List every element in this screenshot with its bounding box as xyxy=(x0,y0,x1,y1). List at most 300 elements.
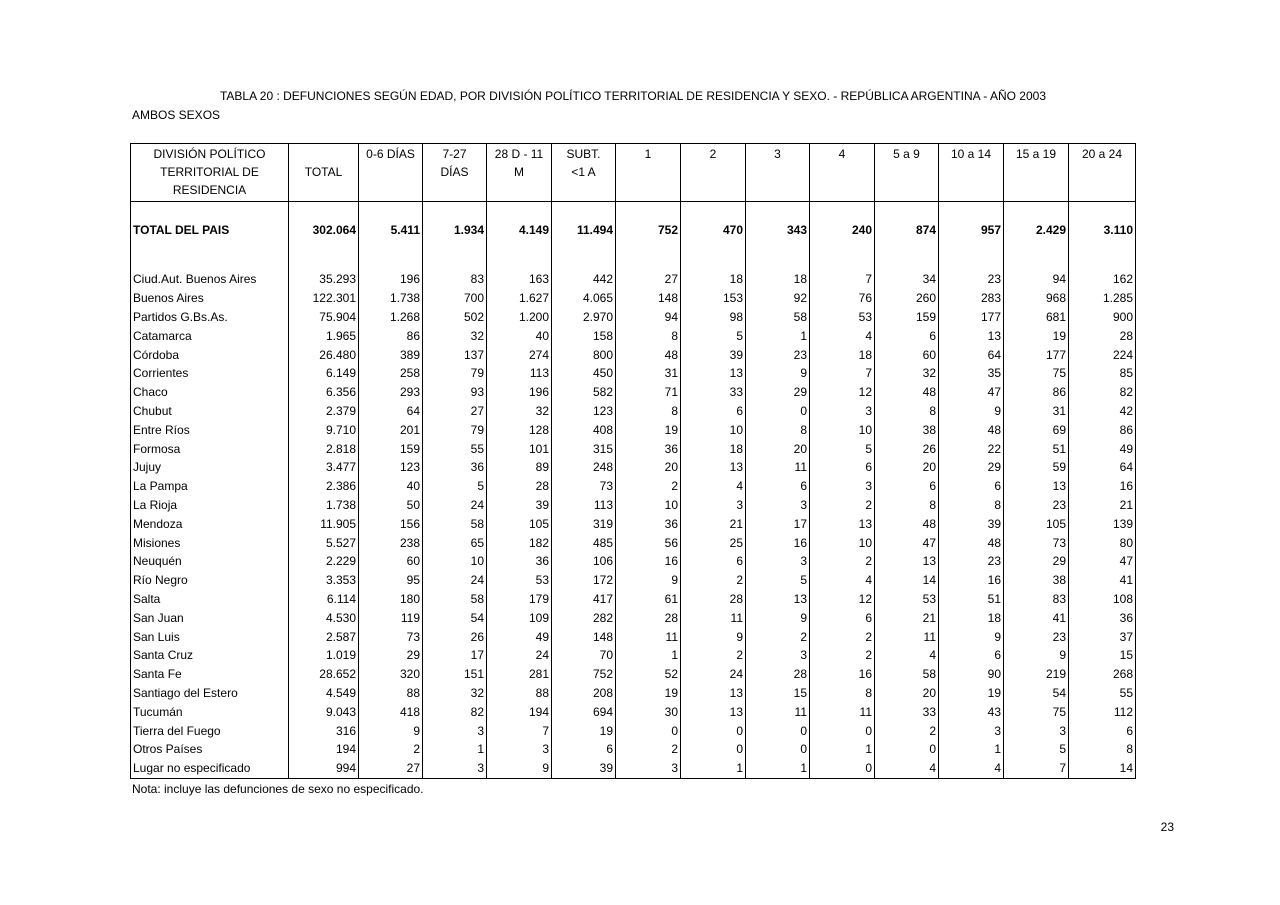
table-cell: 13 xyxy=(681,458,746,477)
table-cell: 8 xyxy=(746,420,810,439)
table-cell: 83 xyxy=(1004,590,1069,609)
table-cell: 59 xyxy=(1004,458,1069,477)
table-cell: 29 xyxy=(1004,552,1069,571)
table-cell: 29 xyxy=(746,383,810,402)
table-cell: 24 xyxy=(423,571,487,590)
table-cell: 1.965 xyxy=(289,326,359,345)
table-cell: 2.429 xyxy=(1004,202,1069,267)
table-row xyxy=(131,345,1136,364)
table-cell: 76 xyxy=(810,289,875,308)
table-cell: 2 xyxy=(810,627,875,646)
table-cell: 7 xyxy=(1004,759,1069,778)
table-cell: 28 xyxy=(746,665,810,684)
data-table xyxy=(130,143,1136,779)
table-cell: 10 xyxy=(616,496,681,515)
table-cell: 51 xyxy=(1004,439,1069,458)
table-cell: 30 xyxy=(616,702,681,721)
table-cell: 1.738 xyxy=(359,289,423,308)
table-cell: 5 xyxy=(681,326,746,345)
table-row xyxy=(131,590,1136,609)
table-cell: 35.293 xyxy=(289,266,359,289)
table-cell: 85 xyxy=(1119,366,1133,381)
table-cell: 2.970 xyxy=(552,308,616,327)
table-cell: 16 xyxy=(616,552,681,571)
table-cell: 12 xyxy=(810,383,875,402)
table-cell: 3.353 xyxy=(289,571,359,590)
table-cell: 9 xyxy=(746,364,810,383)
table-cell: 20 xyxy=(616,458,681,477)
table-cell: 5 xyxy=(423,477,487,496)
table-cell: 320 xyxy=(359,665,423,684)
table-cell: 10 xyxy=(681,420,746,439)
table-cell: 957 xyxy=(939,202,1004,267)
table-cell: 6 xyxy=(875,326,939,345)
table-cell: 417 xyxy=(552,590,616,609)
table-row xyxy=(131,702,1136,721)
table-cell: 6 xyxy=(810,608,875,627)
table-cell: 83 xyxy=(423,266,487,289)
table-cell: 319 xyxy=(552,514,616,533)
table-cell: 3 xyxy=(939,721,1004,740)
table-cell: 48 xyxy=(939,420,1004,439)
table-cell: 752 xyxy=(616,202,681,267)
table-cell: 4 xyxy=(875,646,939,665)
table-cell: 219 xyxy=(1004,665,1069,684)
table-cell: 1 xyxy=(810,740,875,759)
table-cell: 11 xyxy=(616,627,681,646)
table-cell: 442 xyxy=(552,266,616,289)
table-cell: 153 xyxy=(681,289,746,308)
table-cell: 105 xyxy=(487,514,552,533)
table-cell: 4.065 xyxy=(552,289,616,308)
table-cell: 73 xyxy=(1004,533,1069,552)
table-cell: 95 xyxy=(359,571,423,590)
table-cell: 60 xyxy=(875,345,939,364)
table-cell: 0 xyxy=(810,759,875,778)
table-cell: 224 xyxy=(1112,347,1133,362)
table-cell: 88 xyxy=(487,684,552,703)
table-cell: 14 xyxy=(875,571,939,590)
table-cell: 343 xyxy=(746,202,810,267)
table-cell: 180 xyxy=(359,590,423,609)
table-cell: 36 xyxy=(616,439,681,458)
table-cell: 2 xyxy=(681,571,746,590)
table-cell: 5.411 xyxy=(359,202,423,267)
table-cell: 128 xyxy=(487,420,552,439)
table-cell: 13 xyxy=(681,364,746,383)
table-cell: 92 xyxy=(746,289,810,308)
table-cell: 1 xyxy=(616,646,681,665)
row-label: Lugar no especificado xyxy=(131,759,289,778)
table-cell: 6 xyxy=(552,740,616,759)
table-cell: 119 xyxy=(359,608,423,627)
table-cell: 41 xyxy=(1004,608,1069,627)
table-cell: 10 xyxy=(810,533,875,552)
table-cell: 123 xyxy=(359,458,423,477)
table-cell: 73 xyxy=(359,627,423,646)
table-cell: 418 xyxy=(359,702,423,721)
table-cell: 179 xyxy=(487,590,552,609)
table-cell: 9 xyxy=(939,402,1004,421)
table-cell: 94 xyxy=(616,308,681,327)
table-cell: 18 xyxy=(939,608,1004,627)
table-cell: 16 xyxy=(810,665,875,684)
table-title: TABLA 20 : DEFUNCIONES SEGÚN EDAD, POR DIVISIÓN POLÍTICO TERRITORIAL DE RESIDENCIA Y SEXO. - REPÚBLICA ARGENTINA - AÑO 2003 xyxy=(219,89,1046,103)
table-cell: 13 xyxy=(746,590,810,609)
table-cell: 159 xyxy=(359,439,423,458)
table-cell: 11.494 xyxy=(552,202,616,267)
table-cell: 27 xyxy=(616,266,681,289)
table-cell: 47 xyxy=(875,533,939,552)
table-cell: 281 xyxy=(487,665,552,684)
table-cell: 2 xyxy=(810,646,875,665)
table-cell: 9.710 xyxy=(289,420,359,439)
table-cell: 60 xyxy=(359,552,423,571)
table-cell: 49 xyxy=(1119,441,1133,456)
table-cell: 2.386 xyxy=(289,477,359,496)
table-cell: 4 xyxy=(810,326,875,345)
column-header-line xyxy=(291,145,356,163)
table-cell: 7 xyxy=(810,364,875,383)
table-cell: 2 xyxy=(875,721,939,740)
table-cell: 194 xyxy=(487,702,552,721)
table-cell: 70 xyxy=(552,646,616,665)
row-label: San Luis xyxy=(131,627,289,646)
table-row xyxy=(131,402,1136,421)
table-cell: 4 xyxy=(939,759,1004,778)
table-cell: 106 xyxy=(552,552,616,571)
table-cell: 75 xyxy=(1004,702,1069,721)
table-row xyxy=(131,308,1136,327)
table-cell: 53 xyxy=(875,590,939,609)
table-cell: 123 xyxy=(552,402,616,421)
table-cell: 238 xyxy=(359,533,423,552)
table-cell: 1.285 xyxy=(1102,291,1133,306)
table-row xyxy=(131,646,1136,665)
table-cell: 26 xyxy=(423,627,487,646)
table-cell: 5 xyxy=(746,571,810,590)
table-cell: 6 xyxy=(1126,723,1133,738)
table-cell: 26 xyxy=(875,439,939,458)
table-cell: 13 xyxy=(875,552,939,571)
table-cell: 9.043 xyxy=(289,702,359,721)
table-cell: 27 xyxy=(423,402,487,421)
table-cell: 86 xyxy=(1119,422,1133,437)
table-cell: 450 xyxy=(552,364,616,383)
table-cell: 4.530 xyxy=(289,608,359,627)
table-cell: 177 xyxy=(1004,345,1069,364)
row-label: La Rioja xyxy=(131,496,289,515)
table-cell: 7 xyxy=(487,721,552,740)
table-cell: 64 xyxy=(359,402,423,421)
table-cell: 28 xyxy=(616,608,681,627)
table-cell: 3 xyxy=(487,740,552,759)
table-cell: 2 xyxy=(810,552,875,571)
table-cell: 18 xyxy=(810,345,875,364)
table-cell: 98 xyxy=(681,308,746,327)
column-header-line: 7-27 xyxy=(442,147,467,161)
table-cell: 82 xyxy=(1119,385,1133,400)
table-cell: 43 xyxy=(939,702,1004,721)
table-cell: 6 xyxy=(939,646,1004,665)
table-cell: 16 xyxy=(1119,479,1133,494)
table-cell: 283 xyxy=(939,289,1004,308)
table-cell: 148 xyxy=(616,289,681,308)
table-cell: 25 xyxy=(681,533,746,552)
column-header xyxy=(810,144,875,202)
table-cell: 65 xyxy=(423,533,487,552)
column-header-line: 4 xyxy=(838,147,846,161)
table-cell: 282 xyxy=(552,608,616,627)
table-cell: 6 xyxy=(939,477,1004,496)
row-label: Salta xyxy=(131,590,289,609)
table-cell: 53 xyxy=(810,308,875,327)
table-row xyxy=(131,552,1136,571)
table-cell: 162 xyxy=(1112,272,1133,287)
row-label: Córdoba xyxy=(131,345,289,364)
table-cell: 90 xyxy=(939,665,1004,684)
row-label: Otros Países xyxy=(131,740,289,759)
table-cell: 31 xyxy=(1004,402,1069,421)
table-cell: 9 xyxy=(1004,646,1069,665)
table-cell: 6 xyxy=(810,458,875,477)
table-cell: 4 xyxy=(875,759,939,778)
table-cell: 11 xyxy=(810,702,875,721)
table-cell: 0 xyxy=(746,402,810,421)
table-cell: 23 xyxy=(939,266,1004,289)
table-cell: 11 xyxy=(746,458,810,477)
table-cell: 9 xyxy=(939,627,1004,646)
table-cell: 80 xyxy=(1119,535,1133,550)
table-cell: 177 xyxy=(939,308,1004,327)
table-cell: 29 xyxy=(359,646,423,665)
table-cell: 11.905 xyxy=(289,514,359,533)
table-cell: 32 xyxy=(423,326,487,345)
row-label: Santa Fe xyxy=(131,665,289,684)
table-cell: 21 xyxy=(875,608,939,627)
table-cell: 39 xyxy=(681,345,746,364)
column-header-line: SUBT. xyxy=(566,147,601,161)
table-cell: 16 xyxy=(939,571,1004,590)
column-header xyxy=(939,144,1004,202)
table-cell: 13 xyxy=(681,702,746,721)
table-cell: 48 xyxy=(875,514,939,533)
table-row xyxy=(131,364,1136,383)
table-cell: 56 xyxy=(616,533,681,552)
table-cell: 8 xyxy=(875,402,939,421)
table-cell: 4 xyxy=(681,477,746,496)
column-header-line: RESIDENCIA xyxy=(172,183,247,197)
table-row xyxy=(131,439,1136,458)
table-subtitle: AMBOS SEXOS xyxy=(132,108,221,122)
table-cell: 1.934 xyxy=(423,202,487,267)
table-cell: 3 xyxy=(746,646,810,665)
table-cell: 8 xyxy=(616,326,681,345)
table-cell: 6.114 xyxy=(289,590,359,609)
row-label: Neuquén xyxy=(131,552,289,571)
table-cell: 17 xyxy=(423,646,487,665)
table-cell: 3 xyxy=(1004,721,1069,740)
table-cell: 172 xyxy=(552,571,616,590)
column-header-line: 28 D - 11 xyxy=(494,147,544,161)
table-cell: 9 xyxy=(616,571,681,590)
table-cell: 10 xyxy=(423,552,487,571)
table-cell: 11 xyxy=(875,627,939,646)
column-header xyxy=(1004,144,1069,202)
table-cell: 47 xyxy=(1119,554,1133,569)
table-row xyxy=(131,477,1136,496)
column-header xyxy=(875,144,939,202)
row-label: Misiones xyxy=(131,533,289,552)
table-cell: 9 xyxy=(359,721,423,740)
table-cell: 8 xyxy=(875,496,939,515)
table-cell: 55 xyxy=(423,439,487,458)
table-cell: 122.301 xyxy=(289,289,359,308)
table-cell: 23 xyxy=(939,552,1004,571)
table-cell: 109 xyxy=(487,608,552,627)
table-cell: 13 xyxy=(810,514,875,533)
table-cell: 29 xyxy=(939,458,1004,477)
table-cell: 40 xyxy=(359,477,423,496)
table-cell: 800 xyxy=(552,345,616,364)
row-label: Río Negro xyxy=(131,571,289,590)
table-cell: 0 xyxy=(681,740,746,759)
table-cell: 36 xyxy=(423,458,487,477)
table-cell: 31 xyxy=(616,364,681,383)
table-cell: 22 xyxy=(939,439,1004,458)
table-cell: 48 xyxy=(616,345,681,364)
table-cell: 4.549 xyxy=(289,684,359,703)
column-header-line: TOTAL xyxy=(304,165,343,179)
table-cell: 9 xyxy=(487,759,552,778)
table-row xyxy=(131,571,1136,590)
table-cell: 20 xyxy=(875,458,939,477)
table-cell: 32 xyxy=(487,402,552,421)
table-cell: 485 xyxy=(552,533,616,552)
table-cell: 105 xyxy=(1004,514,1069,533)
table-cell: 5 xyxy=(1004,740,1069,759)
row-label: TOTAL DEL PAIS xyxy=(131,202,289,267)
table-cell: 64 xyxy=(939,345,1004,364)
table-cell: 64 xyxy=(1119,460,1133,475)
row-label: Corrientes xyxy=(131,364,289,383)
column-header-line: 1 xyxy=(644,147,652,161)
table-cell: 0 xyxy=(810,721,875,740)
table-cell: 182 xyxy=(487,533,552,552)
table-cell: 10 xyxy=(810,420,875,439)
table-cell: 23 xyxy=(746,345,810,364)
table-row xyxy=(131,533,1136,552)
row-label: Chaco xyxy=(131,383,289,402)
table-body xyxy=(131,202,1136,779)
table-row xyxy=(131,665,1136,684)
table-cell: 151 xyxy=(423,665,487,684)
table-cell: 1.200 xyxy=(487,308,552,327)
total-row xyxy=(131,202,1136,267)
table-cell: 23 xyxy=(1004,627,1069,646)
table-row xyxy=(131,383,1136,402)
table-cell: 113 xyxy=(552,496,616,515)
table-cell: 49 xyxy=(487,627,552,646)
table-cell: 35 xyxy=(939,364,1004,383)
table-cell: 470 xyxy=(681,202,746,267)
table-cell: 316 xyxy=(289,721,359,740)
table-cell: 32 xyxy=(875,364,939,383)
table-cell: 53 xyxy=(487,571,552,590)
column-header xyxy=(1069,144,1136,202)
table-cell: 94 xyxy=(1004,266,1069,289)
table-cell: 293 xyxy=(359,383,423,402)
table-cell: 6.356 xyxy=(289,383,359,402)
table-cell: 389 xyxy=(359,345,423,364)
table-cell: 8 xyxy=(810,684,875,703)
table-cell: 58 xyxy=(875,665,939,684)
table-cell: 14 xyxy=(1119,761,1133,776)
table-cell: 9 xyxy=(681,627,746,646)
column-header-line: 5 a 9 xyxy=(893,147,920,161)
table-cell: 21 xyxy=(1119,497,1133,512)
column-header xyxy=(487,144,552,202)
table-cell: 582 xyxy=(552,383,616,402)
table-cell: 6.149 xyxy=(289,364,359,383)
table-cell: 137 xyxy=(423,345,487,364)
table-cell: 19 xyxy=(552,721,616,740)
table-cell: 3 xyxy=(746,552,810,571)
table-cell: 1 xyxy=(423,740,487,759)
column-header xyxy=(552,144,616,202)
row-label: Tierra del Fuego xyxy=(131,721,289,740)
table-cell: 240 xyxy=(810,202,875,267)
column-header xyxy=(131,144,289,202)
table-cell: 3 xyxy=(423,759,487,778)
table-cell: 0 xyxy=(746,721,810,740)
table-cell: 50 xyxy=(359,496,423,515)
table-cell: 248 xyxy=(552,458,616,477)
table-cell: 6 xyxy=(746,477,810,496)
table-cell: 6 xyxy=(875,477,939,496)
table-cell: 5 xyxy=(810,439,875,458)
table-cell: 694 xyxy=(552,702,616,721)
table-cell: 274 xyxy=(487,345,552,364)
table-cell: 163 xyxy=(487,266,552,289)
row-label: La Pampa xyxy=(131,477,289,496)
column-header xyxy=(746,144,810,202)
row-label: Catamarca xyxy=(131,326,289,345)
table-cell: 3 xyxy=(810,477,875,496)
table-cell: 89 xyxy=(487,458,552,477)
table-cell: 3.477 xyxy=(289,458,359,477)
table-cell: 2 xyxy=(359,740,423,759)
table-cell: 2 xyxy=(616,740,681,759)
table-cell: 5.527 xyxy=(289,533,359,552)
table-cell: 34 xyxy=(875,266,939,289)
column-header xyxy=(423,144,487,202)
table-cell: 23 xyxy=(1004,496,1069,515)
table-cell: 75.904 xyxy=(289,308,359,327)
table-cell: 33 xyxy=(875,702,939,721)
table-cell: 0 xyxy=(616,721,681,740)
table-cell: 39 xyxy=(939,514,1004,533)
table-cell: 33 xyxy=(681,383,746,402)
column-header xyxy=(616,144,681,202)
table-cell: 2 xyxy=(746,627,810,646)
table-cell: 1 xyxy=(746,326,810,345)
table-cell: 196 xyxy=(359,266,423,289)
table-cell: 82 xyxy=(423,702,487,721)
table-cell: 38 xyxy=(875,420,939,439)
table-cell: 19 xyxy=(939,684,1004,703)
row-label: Buenos Aires xyxy=(131,289,289,308)
